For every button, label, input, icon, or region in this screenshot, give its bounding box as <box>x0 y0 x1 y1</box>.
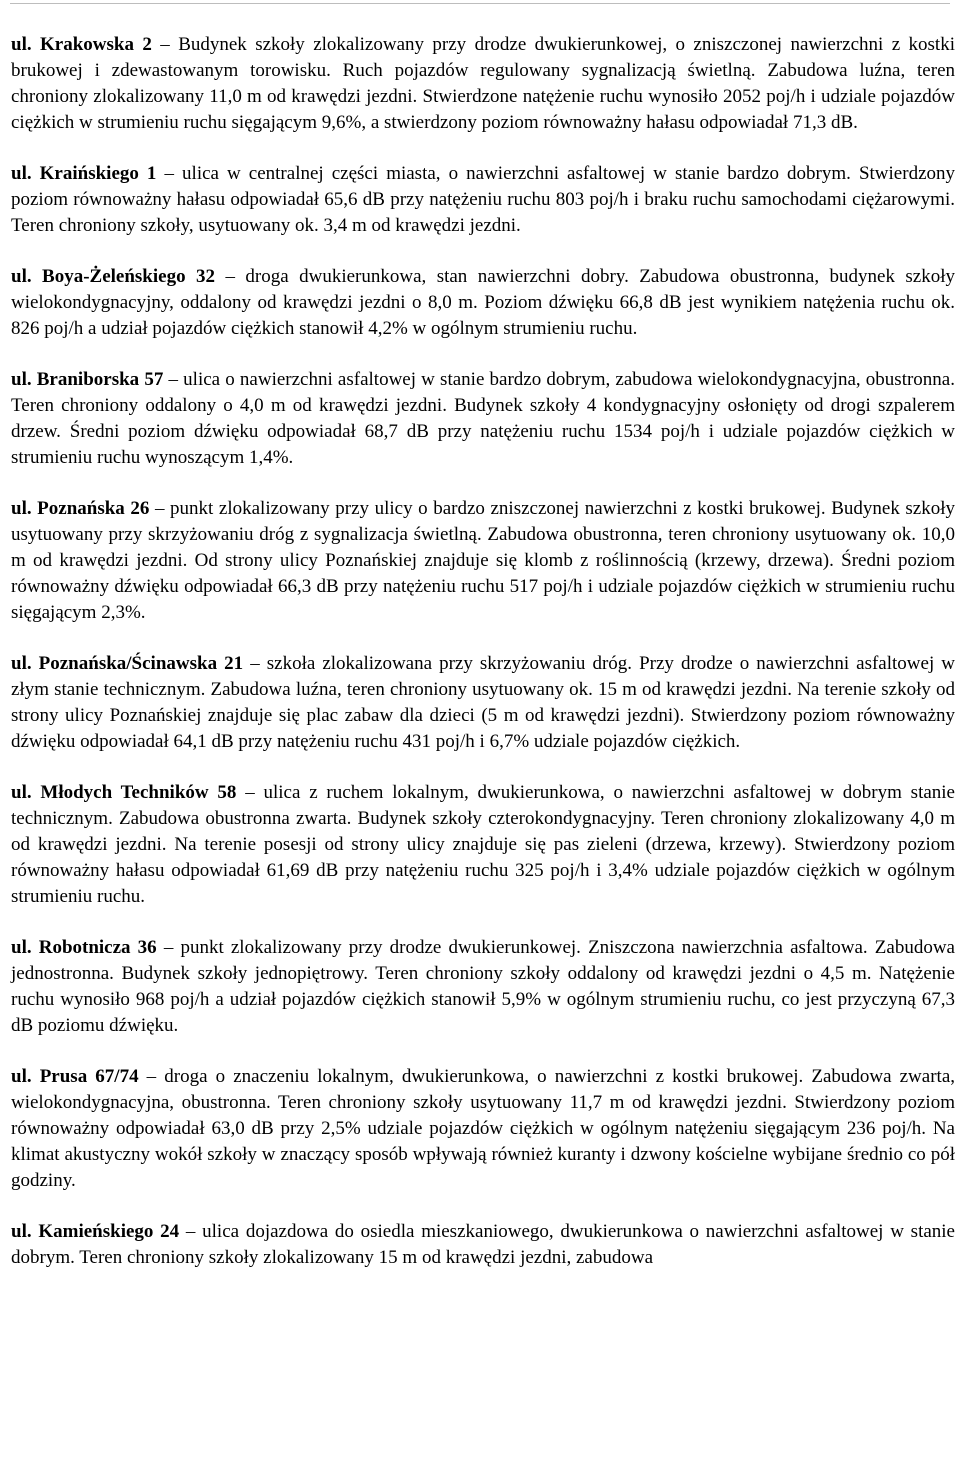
street-name: ul. Kraińskiego 1 <box>11 163 157 184</box>
paragraph-kamienskiego <box>11 1219 955 1271</box>
paragraph-prusa <box>11 1064 955 1194</box>
street-name: ul. Krakowska 2 <box>11 34 152 55</box>
paragraph-text: – szkoła zlokalizowana przy skrzyżowaniu dróg. Przy drodze o nawierzchni asfaltowej w złym stanie technicznym. Zabudowa luźna, teren chroniony usytuowany ok. 15 m od krawędzi jezdni. Na terenie szkoły od strony ulicy Poznańskiej znajduje się plac zabaw dla dzieci (5 m od krawędzi jezdni). Stwierdzony poziom równoważny dźwięku odpowiadał 64,1 dB przy natężeniu ruchu 431 poj/h i 6,7% udziale pojazdów ciężkich. <box>11 653 955 752</box>
street-name: ul. Braniborska 57 <box>11 369 164 390</box>
paragraph-krakowska <box>11 32 955 136</box>
paragraph-text: – ulica o nawierzchni asfaltowej w stanie bardzo dobrym, zabudowa wielokondygnacyjna, obustronna. Teren chroniony oddalony o 4,0 m od krawędzi jezdni. Budynek szkoły 4 kondygnacyjny osłonięty od drogi szpalerem drzew. Średni poziom dźwięku odpowiadał 68,7 dB przy natężeniu ruchu 1534 poj/h i udziale pojazdów ciężkich w strumieniu ruchu wynoszącym 1,4%. <box>11 369 955 468</box>
street-name: ul. Kamieńskiego 24 <box>11 1221 180 1242</box>
paragraph-mlodych-technikow <box>11 780 955 910</box>
paragraph-text: – Budynek szkoły zlokalizowany przy drodze dwukierunkowej, o zniszczonej nawierzchni z kostki brukowej i zdewastowanym torowisku. Ruch pojazdów regulowany sygnalizacją świetlną. Zabudowa luźna, teren chroniony zlokalizowany 11,0 m od krawędzi jezdni. Stwierdzone natężenie ruchu wynosiło 2052 poj/h i udziale pojazdów ciężkich w strumieniu ruchu sięgającym 9,6%, a stwierdzony poziom równoważny hałasu odpowiadał 71,3 dB. <box>11 34 955 133</box>
paragraph-robotnicza <box>11 935 955 1039</box>
street-name: ul. Prusa 67/74 <box>11 1066 139 1087</box>
paragraph-boya-zelenskiego <box>11 264 955 342</box>
paragraph-text: – punkt zlokalizowany przy ulicy o bardzo zniszczonej nawierzchni z kostki brukowej. Budynek szkoły usytuowany przy skrzyżowaniu dróg z sygnalizacja świetlną. Zabudowa obustronna, teren chroniony usytuowany ok. 10,0 m od krawędzi jezdni. Od strony ulicy Poznańskiej znajduje się klomb z roślinnością (krzewy, drzewa). Średni poziom równoważny dźwięku odpowiadał 66,3 dB przy natężeniu ruchu 517 poj/h i udziale pojazdów ciężkich w strumieniu ruchu sięgającym 2,3%. <box>11 498 956 623</box>
paragraph-krainskiego <box>11 161 955 239</box>
paragraph-text: – ulica z ruchem lokalnym, dwukierunkowa, o nawierzchni asfaltowej w dobrym stanie technicznym. Zabudowa obustronna zwarta. Budynek szkoły czterokondygnacyjny. Teren chroniony zlokalizowany 4,0 m od krawędzi jezdni. Na terenie posesji od strony ulicy znajduje się pas zieleni (drzewa, krzewy). Stwierdzony poziom równoważny hałasu odpowiadał 61,69 dB przy natężeniu ruchu 325 poj/h i 3,4% udziale pojazdów ciężkich w ogólnym strumieniu ruchu. <box>11 782 955 907</box>
paragraph-poznanska-scinawska <box>11 651 955 755</box>
street-name: ul. Poznańska 26 <box>11 498 150 519</box>
header-rule <box>10 3 950 4</box>
street-name: ul. Robotnicza 36 <box>11 937 157 958</box>
paragraph-text: – ulica dojazdowa do osiedla mieszkaniowego, dwukierunkowa o nawierzchni asfaltowej w stanie dobrym. Teren chroniony szkoły zlokalizowany 15 m od krawędzi jezdni, zabudowa <box>11 1221 955 1268</box>
street-name: ul. Młodych Techników 58 <box>11 782 237 803</box>
document-page <box>11 32 955 1296</box>
paragraph-text: – droga o znaczeniu lokalnym, dwukierunkowa, o nawierzchni z kostki brukowej. Zabudowa zwarta, wielokondygnacyjna, obustronna. Teren chroniony szkoły usytuowany 11,7 m od krawędzi jezdni. Stwierdzony poziom równoważny odpowiadał 63,0 dB przy 2,5% udziale pojazdów ciężkich w ogólnym natężeniu sięgającym 236 poj/h. Na klimat akustyczny wokół szkoły w znaczący sposób wpływają również kuranty i dzwony kościelne wybijane średnio co pół godziny. <box>11 1066 956 1191</box>
paragraph-text: – ulica w centralnej części miasta, o nawierzchni asfaltowej w stanie bardzo dobrym. Stwierdzony poziom równoważny hałasu odpowiadał 65,6 dB przy natężeniu ruchu 803 poj/h i braku ruchu samochodami ciężarowymi. Teren chroniony szkoły, usytuowany ok. 3,4 m od krawędzi jezdni. <box>11 163 955 236</box>
street-name: ul. Boya-Żeleńskiego 32 <box>11 266 216 287</box>
paragraph-braniborska <box>11 367 955 471</box>
paragraph-text: – droga dwukierunkowa, stan nawierzchni dobry. Zabudowa obustronna, budynek szkoły wielokondygnacyjny, oddalony od krawędzi jezdni o 8,0 m. Poziom dźwięku 66,8 dB jest wynikiem natężenia ruchu ok. 826 poj/h a udział pojazdów ciężkich stanowił 4,2% w ogólnym strumieniu ruchu. <box>11 266 955 339</box>
street-name: ul. Poznańska/Ścinawska 21 <box>11 653 244 674</box>
paragraph-poznanska <box>11 496 955 626</box>
paragraph-text: – punkt zlokalizowany przy drodze dwukierunkowej. Zniszczona nawierzchnia asfaltowa. Zabudowa jednostronna. Budynek szkoły jednopiętrowy. Teren chroniony szkoły oddalony od krawędzi jezdni o 4,5 m. Natężenie ruchu wynosiło 968 poj/h a udział pojazdów ciężkich stanowił 5,9% w ogólnym strumieniu ruchu, co jest przyczyną 67,3 dB poziomu dźwięku. <box>11 937 955 1036</box>
